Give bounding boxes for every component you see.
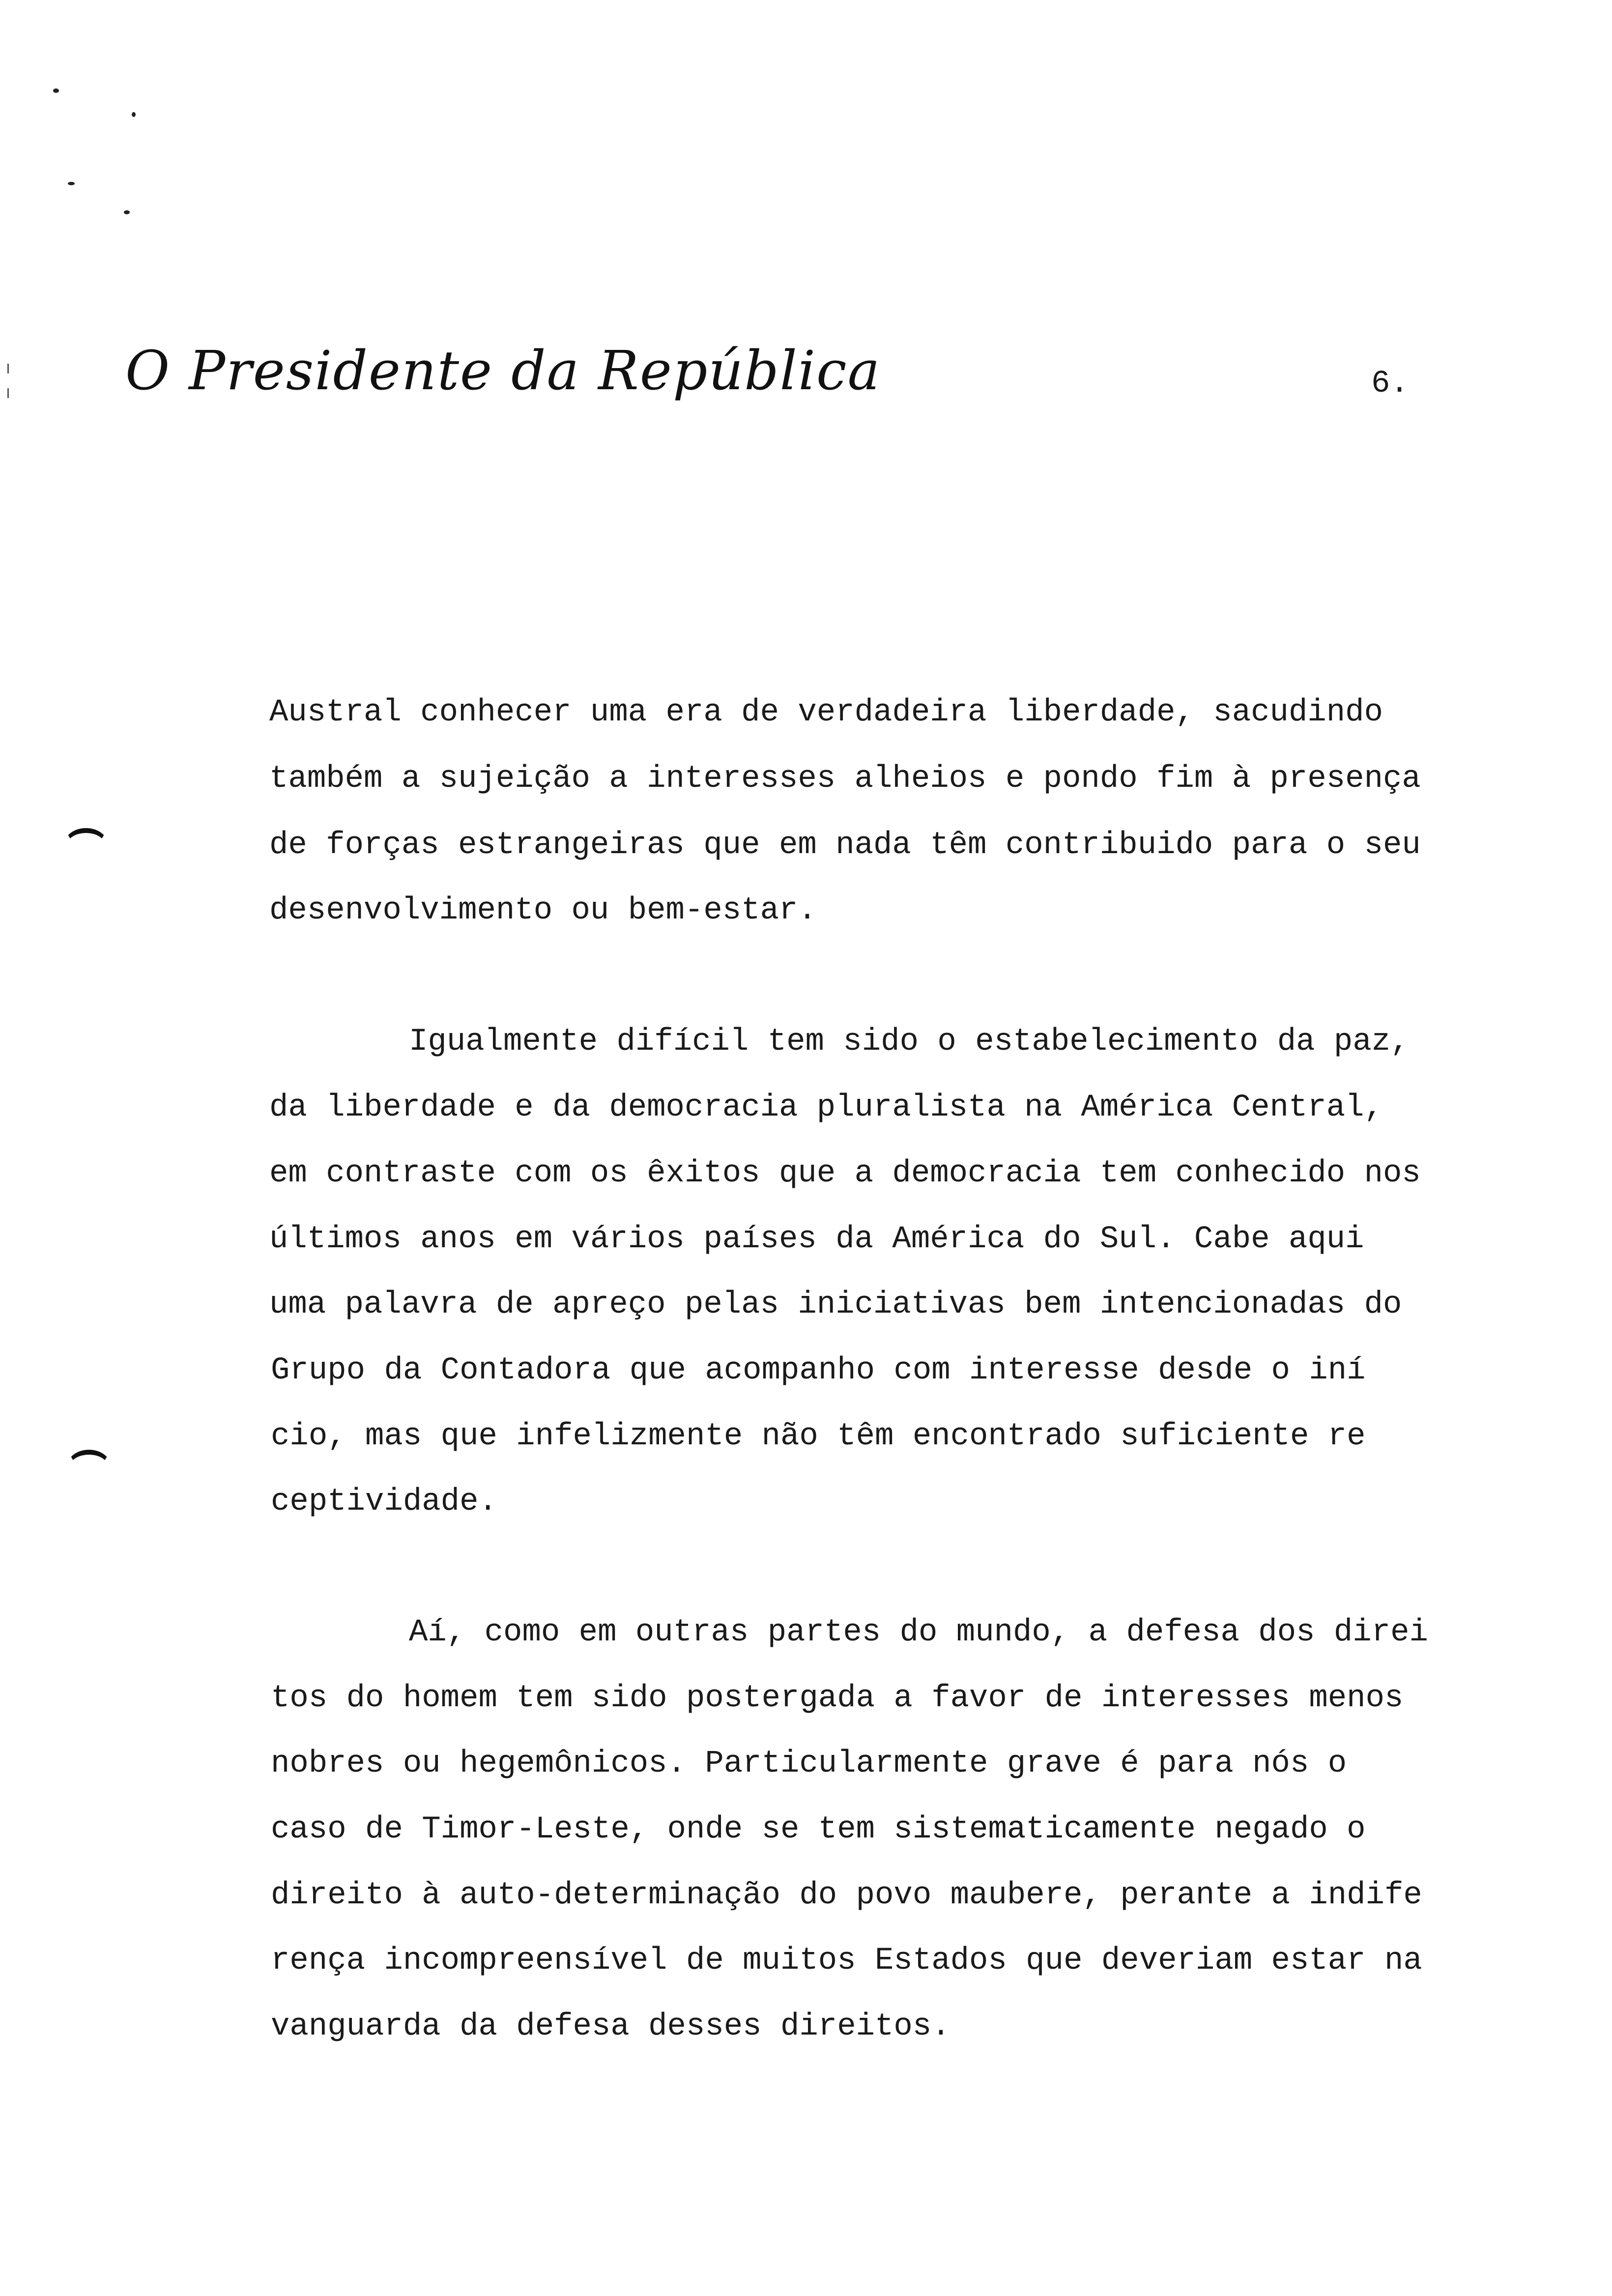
paragraph-line: vanguarda da defesa desses direitos. — [271, 2009, 950, 2044]
paragraph-line: últimos anos em vários países da América do Sul. Cabe aqui — [269, 1222, 1364, 1257]
paragraph-line: caso de Timor-Leste, onde se tem sistematicamente negado o — [271, 1812, 1366, 1847]
scan-speck — [68, 182, 75, 185]
paragraph-line: em contraste com os êxitos que a democracia tem conhecido nos — [269, 1156, 1421, 1191]
paragraph-line: cio, mas que infelizmente não têm encontrado suficiente re — [271, 1419, 1366, 1454]
paragraph-line: também a sujeição a interesses alheios e pondo fim à presença — [269, 761, 1421, 797]
binder-hole-mark — [67, 1450, 111, 1484]
paragraph-line: Austral conhecer uma era de verdadeira liberdade, sacudindo — [269, 695, 1383, 730]
paragraph-line: desenvolvimento ou bem-estar. — [269, 893, 817, 928]
paragraph-line: uma palavra de apreço pelas iniciativas bem intencionadas do — [269, 1287, 1402, 1322]
paragraph-line: Igualmente difícil tem sido o estabelecimento da paz, — [409, 1024, 1410, 1060]
paragraph-line: ceptividade. — [271, 1484, 497, 1520]
scan-edge-mark — [7, 364, 9, 373]
paragraph-line: direito à auto-determinação do povo maubere, perante a indife — [271, 1878, 1422, 1913]
paragraph-line: rença incompreensível de muitos Estados que deveriam estar na — [271, 1943, 1422, 1979]
paragraph-line: tos do homem tem sido postergada a favor de interesses menos — [271, 1681, 1404, 1716]
paragraph-line: da liberdade e da democracia pluralista na América Central, — [269, 1090, 1383, 1125]
binder-hole-mark — [64, 828, 108, 862]
scan-speck — [132, 112, 136, 117]
scan-edge-mark — [7, 388, 9, 398]
scan-speck — [124, 210, 130, 214]
page-number: 6. — [1371, 366, 1409, 402]
letterhead: O Presidente da República — [125, 339, 881, 402]
paragraph-line: Grupo da Contadora que acompanho com interesse desde o iní — [271, 1353, 1366, 1388]
paragraph-line: de forças estrangeiras que em nada têm contribuido para o seu — [269, 828, 1421, 863]
scan-speck — [53, 88, 59, 93]
paragraph-line: nobres ou hegemônicos. Particularmente grave é para nós o — [271, 1746, 1347, 1781]
paragraph-line: Aí, como em outras partes do mundo, a defesa dos direi — [409, 1615, 1428, 1650]
